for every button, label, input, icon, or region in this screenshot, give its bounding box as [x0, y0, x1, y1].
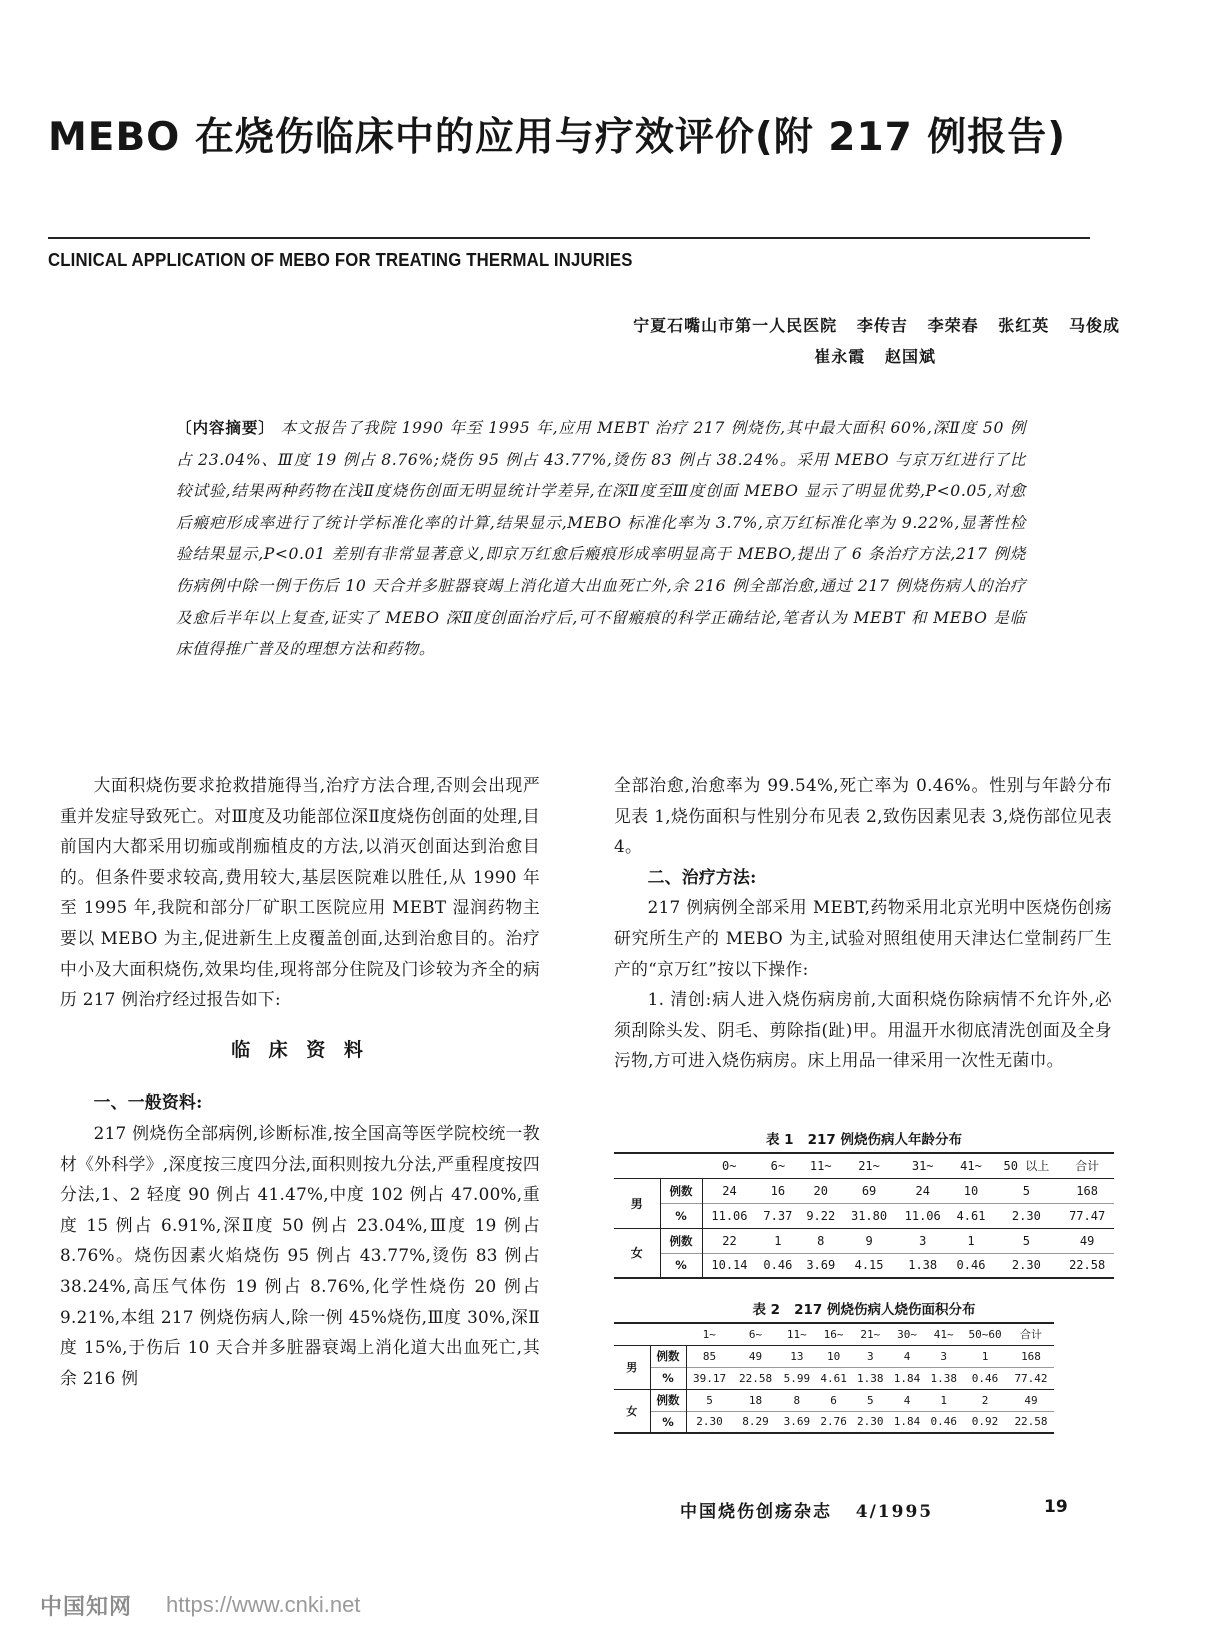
journal-footer: 中国烧伤创疡杂志 4/1995: [680, 1502, 934, 1522]
table2-count-label: 例数: [650, 1389, 686, 1411]
table2-cell: 2.30: [686, 1411, 733, 1433]
table1-cell: 9: [865, 1233, 873, 1248]
table1-header: 6~: [770, 1158, 786, 1173]
table1-cell: 11.06: [702, 1203, 756, 1228]
table1-cell: 77.47: [1060, 1203, 1114, 1228]
table1-cell: 0.46: [950, 1253, 993, 1278]
table2-cell: 1.38: [925, 1367, 962, 1389]
table2-cell: 1.84: [889, 1367, 926, 1389]
table2-cell: 4.61: [815, 1367, 852, 1389]
table2-cell: 4: [903, 1349, 911, 1363]
table1-cell: 2.30: [992, 1203, 1060, 1228]
table-row: [614, 1411, 1054, 1433]
table1-male-label: 男: [614, 1178, 660, 1228]
table1-cell: 5: [1022, 1233, 1030, 1248]
table2-header: 合计: [1020, 1328, 1042, 1342]
table1-cell: 10.14: [702, 1253, 756, 1278]
english-title: CLINICAL APPLICATION OF MEBO FOR TREATING THERMAL INJURIES: [48, 250, 633, 270]
table1-cell: 31.80: [842, 1203, 896, 1228]
table1-cell: 24: [722, 1183, 737, 1198]
table1-header: 21~: [858, 1158, 880, 1173]
table2-pct-label: %: [650, 1367, 686, 1389]
table1-pct-label: %: [660, 1203, 702, 1228]
table1-cell: 1: [967, 1233, 975, 1248]
table1-header: 11~: [809, 1158, 832, 1173]
table1-grid: [614, 1152, 1114, 1279]
table-row: [614, 1367, 1054, 1389]
page-number: 19: [1044, 1497, 1068, 1517]
table1-corner-sub: [660, 1153, 702, 1178]
step1-paragraph: 1. 清创:病人进入烧伤病房前,大面积烧伤除病情不允许外,必须刮除头发、阴毛、剪除指(趾)甲。用温开水彻底清洗创面及全身污物,方可进入烧伤病房。床上用品一律采用一次性无菌巾。: [614, 989, 1112, 1071]
table1-corner: [614, 1153, 660, 1178]
table2-cell: 5: [706, 1393, 713, 1407]
table1-cell: 5: [1022, 1183, 1030, 1198]
table1-cell: 22: [722, 1233, 737, 1248]
table1-cell: 69: [861, 1183, 877, 1198]
table1-pct-label: %: [660, 1253, 702, 1278]
table1-cell: 24: [915, 1183, 930, 1198]
subheading-method: 二、治疗方法:: [647, 866, 757, 887]
table2-header: 11~: [786, 1327, 807, 1341]
section-heading: 临 床 资 料: [231, 1038, 369, 1061]
table1-cell: 20: [813, 1183, 828, 1198]
table1-cell: 22.58: [1060, 1253, 1114, 1278]
table2-cell: 2.30: [852, 1411, 889, 1433]
table1-header: 31~: [911, 1158, 934, 1173]
table2-header: 6~: [748, 1327, 763, 1341]
table1-cell: 16: [770, 1183, 786, 1198]
table2-cell: 5: [866, 1393, 874, 1407]
table-row: [614, 1203, 1114, 1228]
table2-male-label: 男: [614, 1345, 650, 1389]
table2-female-label: 女: [614, 1389, 650, 1433]
author-line-2: 崔永霞 赵国斌: [814, 347, 936, 366]
table2-cell: 3: [940, 1349, 948, 1363]
table1-caption: 表 1 217 例烧伤病人年龄分布: [765, 1132, 963, 1148]
table2-cell: 0.46: [962, 1367, 1008, 1389]
table2-cell: 49: [748, 1349, 763, 1363]
table1-cell: 1: [774, 1233, 782, 1248]
table1-header: 0~: [721, 1158, 737, 1173]
table1-cell: 1.38: [896, 1253, 950, 1278]
table1-cell: 11.06: [896, 1203, 950, 1228]
table2-cell: 2: [981, 1393, 989, 1407]
table2-cell: 1.38: [852, 1367, 889, 1389]
abstract-text: 本文报告了我院 1990 年至 1995 年,应用 MEBT 治疗 217 例烧伤,其中最大面积 60%,深Ⅱ度 50 例占 23.04%、Ⅲ度 19 例占 8.76%;烧伤 95 例占 43.77%,烫伤 83 例占 38.24%。采用 MEBO 与京万红进行了比较试验,结果两种药物在浅Ⅱ度烧伤创面无明显统计学差异,在深Ⅱ度至Ⅲ度创面 MEBO 显示了明显优势,P<0.05,对愈后瘢疤形成率进行了统计学标准化率的计算,结果显示,MEBO 标准化率为 3.7%,京万红标准化率为 9.22%,显著性检验结果显示,P<0.01 差别有非常显著意义,即京万红愈后瘢痕形成率明显高于 MEBO,提出了 6 条治疗方法,217 例烧伤病例中除一例于伤后 10 天合并多脏器衰竭上消化道大出血死亡外,余 216 例全部治愈,通过 217 例烧伤病人的治疗及愈后半年以上复查,证实了 MEBO 深Ⅱ度创面治疗后,可不留瘢痕的科学正确结论,笔者认为 MEBT 和 MEBO 是临床值得推广普及的理想方法和药物。: [176, 419, 1026, 659]
article-title: MEBO 在烧伤临床中的应用与疗效评价(附 217 例报告): [48, 115, 1067, 160]
table1-cell: 0.46: [756, 1253, 799, 1278]
table2-cell: 39.17: [686, 1367, 733, 1389]
subheading-general: 一、一般资料:: [93, 1092, 203, 1113]
table1-count-label: 例数: [660, 1228, 702, 1253]
table1-count-label: 例数: [660, 1178, 702, 1203]
table1-female-label: 女: [614, 1228, 660, 1278]
table1-header: 50 以上: [1003, 1159, 1050, 1174]
author-line-1: 宁夏石嘴山市第一人民医院 李传吉 李荣春 张红英 马俊成: [633, 316, 1120, 335]
table2-cell: 0.92: [962, 1411, 1008, 1433]
table1-cell: 3.69: [799, 1253, 842, 1278]
table1-cell: 4.15: [842, 1253, 896, 1278]
table2-corner: [614, 1323, 650, 1345]
table2-cell: 2.76: [815, 1411, 852, 1433]
table2-cell: 1.84: [889, 1411, 926, 1433]
table-row: [614, 1389, 1054, 1411]
table1-cell: 9.22: [799, 1203, 842, 1228]
table2-cell: 5.99: [779, 1367, 816, 1389]
title-rule: [48, 237, 1090, 239]
table2-cell: 22.58: [1008, 1411, 1054, 1433]
table1-cell: 2.30: [992, 1253, 1060, 1278]
table-row: [614, 1228, 1114, 1253]
table1-cell: 10: [963, 1183, 979, 1198]
table2-cell: 1: [940, 1393, 948, 1407]
table2-header-row: [614, 1323, 1054, 1345]
table2-cell: 18: [748, 1393, 763, 1407]
table2: [614, 1322, 1114, 1434]
table2-cell: 168: [1021, 1349, 1041, 1363]
table2-count-label: 例数: [650, 1345, 686, 1367]
left-column: [60, 770, 540, 1393]
table2-cell: 13: [790, 1349, 804, 1363]
table1-cell: 7.37: [756, 1203, 799, 1228]
table2-cell: 85: [702, 1349, 717, 1363]
table2-cell: 6: [830, 1393, 837, 1407]
table-row: [614, 1178, 1114, 1203]
table2-header: 41~: [933, 1327, 954, 1341]
table2-cell: 77.42: [1008, 1367, 1054, 1389]
table2-header: 30~: [897, 1327, 917, 1341]
table1-cell: 168: [1076, 1183, 1098, 1198]
cnki-logo: 中国知网: [40, 1595, 133, 1620]
table2-grid: [614, 1322, 1054, 1434]
table2-caption: 表 2 217 例烧伤病人烧伤面积分布: [752, 1302, 976, 1318]
table2-header: 16~: [823, 1327, 844, 1341]
table2-cell: 3: [866, 1349, 874, 1363]
table1-header-row: [614, 1153, 1114, 1178]
table1-cell: 3: [919, 1233, 927, 1248]
intro-paragraph: 大面积烧伤要求抢救措施得当,治疗方法合理,否则会出现严重并发症导致死亡。对Ⅲ度及功能部位深Ⅱ度烧伤创面的处理,目前国内大都采用切痂或削痂植皮的方法,以消灭创面达到治愈目的。但条件要求较高,费用较大,基层医院难以胜任,从 1990 年至 1995 年,我院和部分厂矿职工医院应用 MEBT 湿润药物主要以 MEBO 为主,促进新生上皮覆盖创面,达到治愈目的。治疗中小及大面积烧伤,效果均佳,现将部分住院及门诊较为齐全的病历 217 例治疗经过报告如下:: [60, 775, 540, 1010]
table2-cell: 49: [1024, 1393, 1038, 1407]
table2-cell: 4: [903, 1393, 911, 1407]
abstract: [176, 412, 1026, 666]
table-row: [614, 1345, 1054, 1367]
table2-cell: 22.58: [733, 1367, 779, 1389]
table1-header: 41~: [960, 1158, 982, 1173]
table2-cell: 1: [981, 1349, 989, 1363]
table2-cell: 10: [826, 1349, 841, 1363]
table2-cell: 8.29: [733, 1411, 779, 1433]
table1: [614, 1152, 1114, 1279]
table2-cell: 3.69: [779, 1411, 816, 1433]
table2-pct-label: %: [650, 1411, 686, 1433]
general-paragraph: 217 例烧伤全部病例,诊断标准,按全国高等医学院校统一教材《外科学》,深度按三度四分法,面积则按九分法,严重程度按四分法,1、2 轻度 90 例占 41.47%,中度 102 例占 47.00%,重度 15 例占 6.91%,深Ⅱ度 50 例占 23.04%,Ⅲ度 19 例占 8.76%。烧伤因素火焰烧伤 95 例占 43.77%,烫伤 83 例占 38.24%,高压气体伤 19 例占 8.76%,化学性烧伤 20 例占 9.21%,本组 217 例烧伤病人,除一例 45%烧伤,Ⅲ度 30%,深Ⅱ度 15%,于伤后 10 天合并多脏器衰竭上消化道大出血死亡,其余 216 例: [60, 1122, 540, 1388]
method-paragraph: 217 例病例全部采用 MEBT,药物采用北京光明中医烧伤创疡研究所生产的 MEBO 为主,试验对照组使用天津达仁堂制药厂生产的“京万红”按以下操作:: [614, 897, 1112, 979]
table2-header: 21~: [860, 1327, 881, 1341]
table-row: [614, 1253, 1114, 1278]
table2-cell: 8: [793, 1393, 801, 1407]
table1-cell: 8: [817, 1233, 825, 1248]
table1-cell: 4.61: [950, 1203, 993, 1228]
table2-corner-sub: [650, 1323, 686, 1345]
cnki-url-link[interactable]: https://www.cnki.net: [166, 1592, 361, 1617]
continued-paragraph: 全部治愈,治愈率为 99.54%,死亡率为 0.46%。性别与年龄分布见表 1,烧伤面积与性别分布见表 2,致伤因素见表 3,烧伤部位见表 4。: [614, 775, 1112, 857]
abstract-label: 〔内容摘要〕: [176, 418, 275, 437]
table1-header: 合计: [1075, 1159, 1100, 1174]
table1-cell: 49: [1079, 1233, 1095, 1248]
table2-header: 50~60: [968, 1327, 1002, 1341]
right-column: [614, 770, 1112, 1076]
table2-cell: 0.46: [925, 1411, 962, 1433]
author-block: [460, 310, 1120, 372]
table2-header: 1~: [702, 1327, 716, 1341]
